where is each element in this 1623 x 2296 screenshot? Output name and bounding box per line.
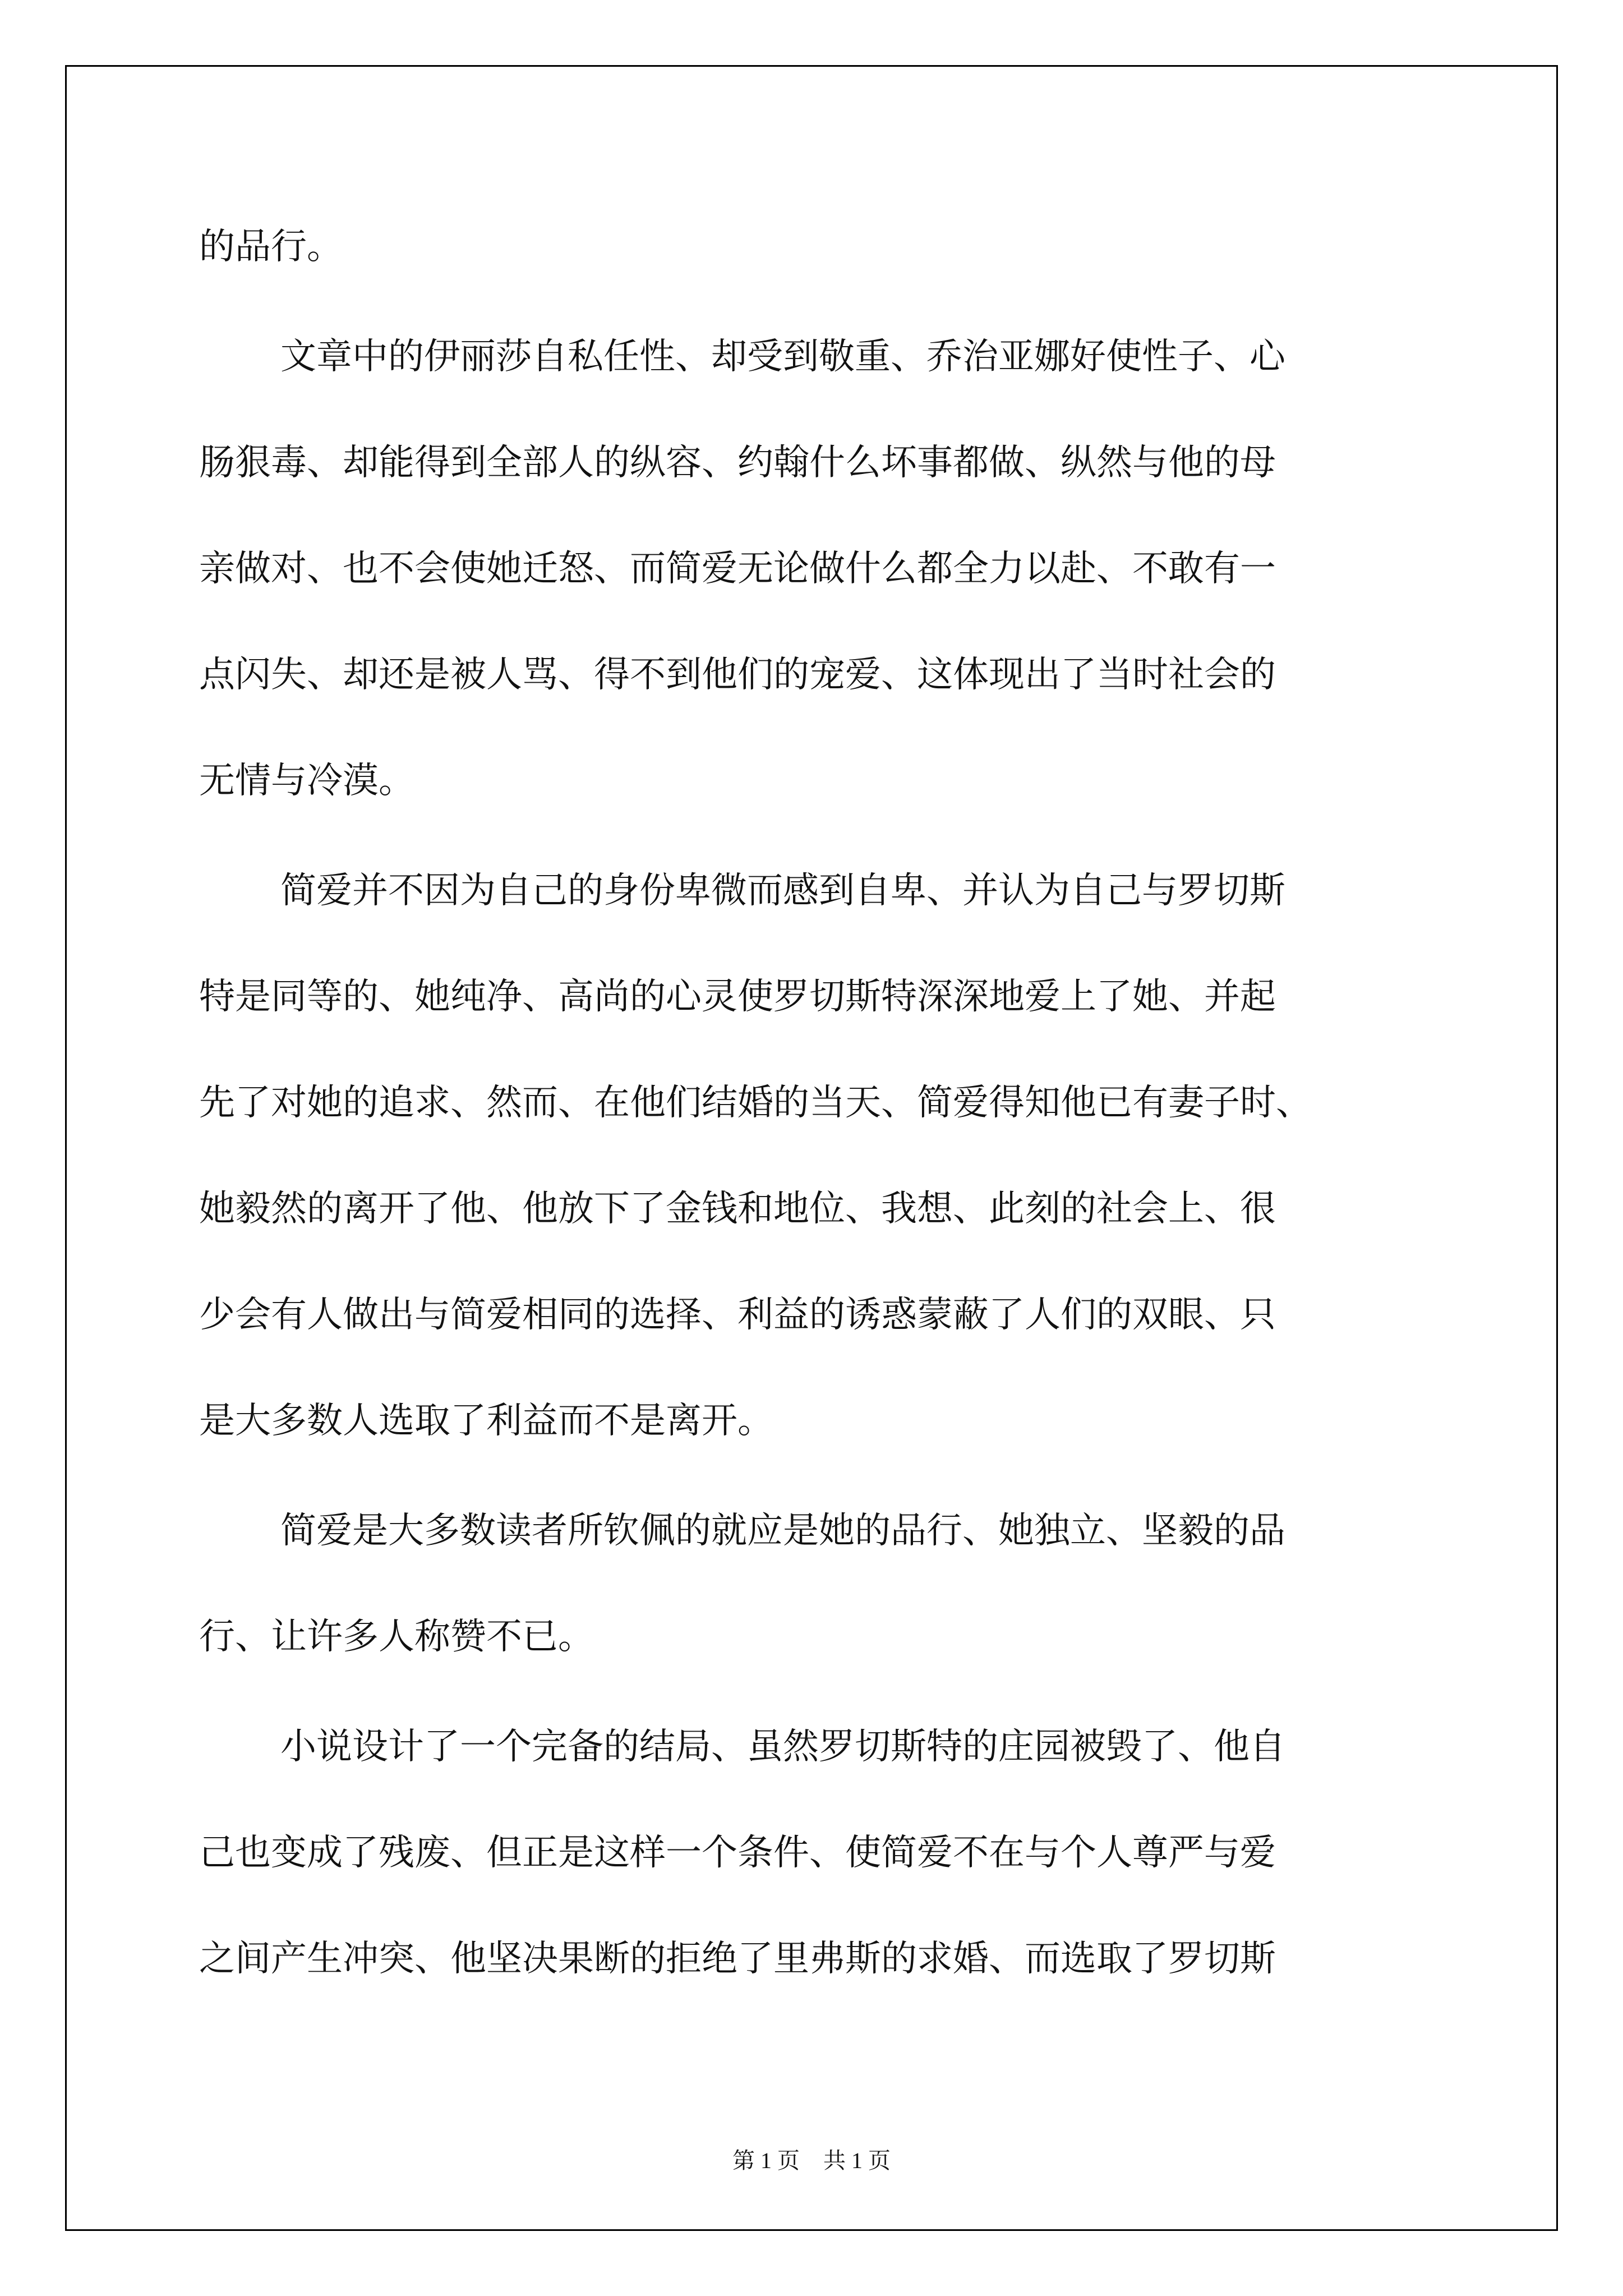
text-line: 文章中的伊丽莎自私任性、却受到敬重、乔治亚娜好使性子、心	[280, 336, 1285, 378]
text-line: 之间产生冲突、他坚决果断的拒绝了里弗斯的求婚、而选取了罗切斯	[199, 1938, 1276, 1980]
text-line: 亲做对、也不会使她迁怒、而简爱无论做什么都全力以赴、不敢有一	[199, 548, 1276, 590]
text-line: 是大多数人选取了利益而不是离开。	[199, 1400, 773, 1442]
text-line: 小说设计了一个完备的结局、虽然罗切斯特的庄园被毁了、他自	[280, 1726, 1285, 1768]
page-footer	[0, 2150, 1623, 2172]
text-line: 无情与冷漠。	[199, 760, 414, 802]
page-total: 共 1 页	[823, 2148, 891, 2173]
text-line: 肠狠毒、却能得到全部人的纵容、约翰什么坏事都做、纵然与他的母	[199, 442, 1276, 484]
page-number: 第 1 页	[732, 2148, 800, 2173]
text-line: 她毅然的离开了他、他放下了金钱和地位、我想、此刻的社会上、很	[199, 1188, 1276, 1230]
text-line: 特是同等的、她纯净、高尚的心灵使罗切斯特深深地爱上了她、并起	[199, 976, 1276, 1018]
text-line: 先了对她的追求、然而、在他们结婚的当天、简爱得知他已有妻子时、	[199, 1082, 1312, 1124]
text-line: 点闪失、却还是被人骂、得不到他们的宠爱、这体现出了当时社会的	[199, 654, 1276, 696]
text-line: 少会有人做出与简爱相同的选择、利益的诱惑蒙蔽了人们的双眼、只	[199, 1294, 1276, 1336]
text-line: 的品行。	[199, 226, 343, 268]
text-line: 简爱并不因为自己的身份卑微而感到自卑、并认为自己与罗切斯	[280, 870, 1285, 912]
text-line: 行、让许多人称赞不已。	[199, 1616, 594, 1658]
text-line: 简爱是大多数读者所钦佩的就应是她的品行、她独立、坚毅的品	[280, 1510, 1285, 1552]
page-border	[65, 65, 1558, 2231]
text-line: 己也变成了残废、但正是这样一个条件、使简爱不在与个人尊严与爱	[199, 1832, 1276, 1874]
